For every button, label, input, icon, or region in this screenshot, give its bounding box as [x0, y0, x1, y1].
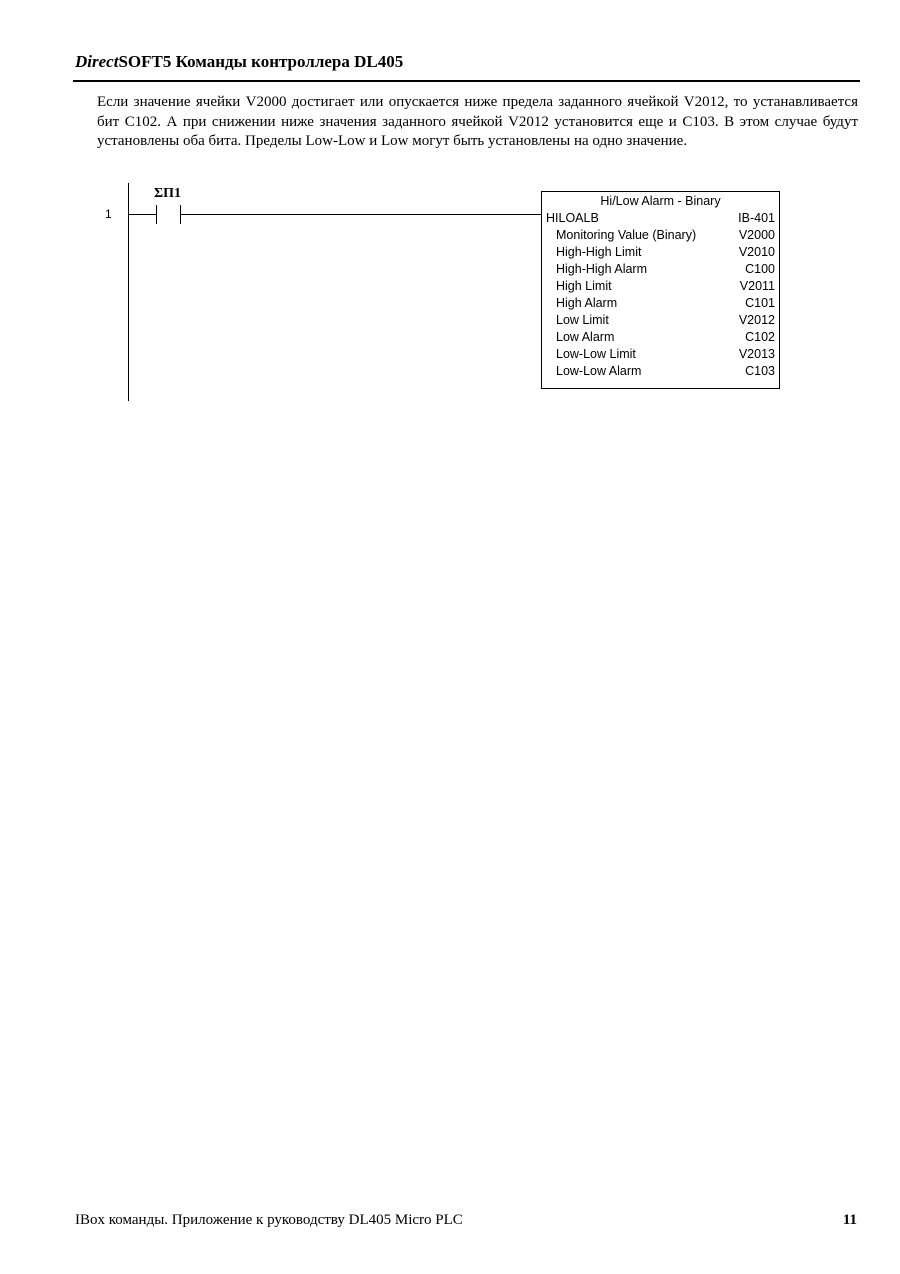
footer-text: IBox команды. Приложение к руководству DL405 Micro PLC [75, 1212, 463, 1228]
page-number: 11 [842, 1212, 857, 1228]
ladder-diagram [97, 183, 787, 401]
param-value: V2010 [738, 245, 775, 259]
param-value: V2012 [738, 313, 775, 327]
body-paragraph: Если значение ячейки V2000 достигает или опускается ниже предела заданного ячейкой V2012, то устанавливается бит С102. А при снижении ниже значения заданного ячейкой V2012 установится еще и С103. В этом случае будут установлены оба бита. Пределы Low-Low и Low могут быть установлены на одно значение. [97, 94, 858, 149]
ibox-param-row [542, 261, 779, 278]
param-value: V2000 [738, 228, 775, 242]
ibox-command-row [542, 210, 779, 227]
param-value: C100 [745, 262, 775, 276]
ibox-param-row [542, 363, 779, 380]
ibox-param-row [542, 312, 779, 329]
param-label: Monitoring Value (Binary) [556, 228, 697, 242]
param-label: Low Alarm [556, 330, 615, 344]
header-divider [73, 80, 860, 82]
ibox-param-row [542, 295, 779, 312]
param-value: C102 [745, 330, 775, 344]
rung-number: 1 [105, 207, 112, 221]
param-label: Low-Low Limit [556, 347, 636, 361]
ibox-param-row [542, 244, 779, 261]
ibox-command-id: IB-401 [738, 211, 775, 225]
ibox-hilo-alarm [541, 191, 780, 389]
ibox-param-row [542, 278, 779, 295]
param-label: High Limit [556, 279, 612, 293]
param-label: High-High Alarm [556, 262, 648, 276]
header-title-rest: SOFT5 Команды контроллера DL405 [118, 52, 404, 71]
param-value: C103 [745, 364, 775, 378]
ibox-command: HILOALB [546, 211, 599, 225]
param-value: C101 [745, 296, 775, 310]
page-header [75, 52, 403, 72]
ibox-param-row [542, 227, 779, 244]
ibox-title: Hi/Low Alarm - Binary [600, 194, 721, 208]
ibox-param-row [542, 329, 779, 346]
contact-label: ΣП1 [154, 186, 182, 201]
param-label: High Alarm [556, 296, 618, 310]
param-value: V2013 [738, 347, 775, 361]
param-value: V2011 [739, 279, 775, 293]
param-label: High-High Limit [556, 245, 642, 259]
header-title-italic: Direct [75, 52, 119, 71]
param-label: Low-Low Alarm [556, 364, 642, 378]
ibox-param-row [542, 346, 779, 363]
param-label: Low Limit [556, 313, 609, 327]
